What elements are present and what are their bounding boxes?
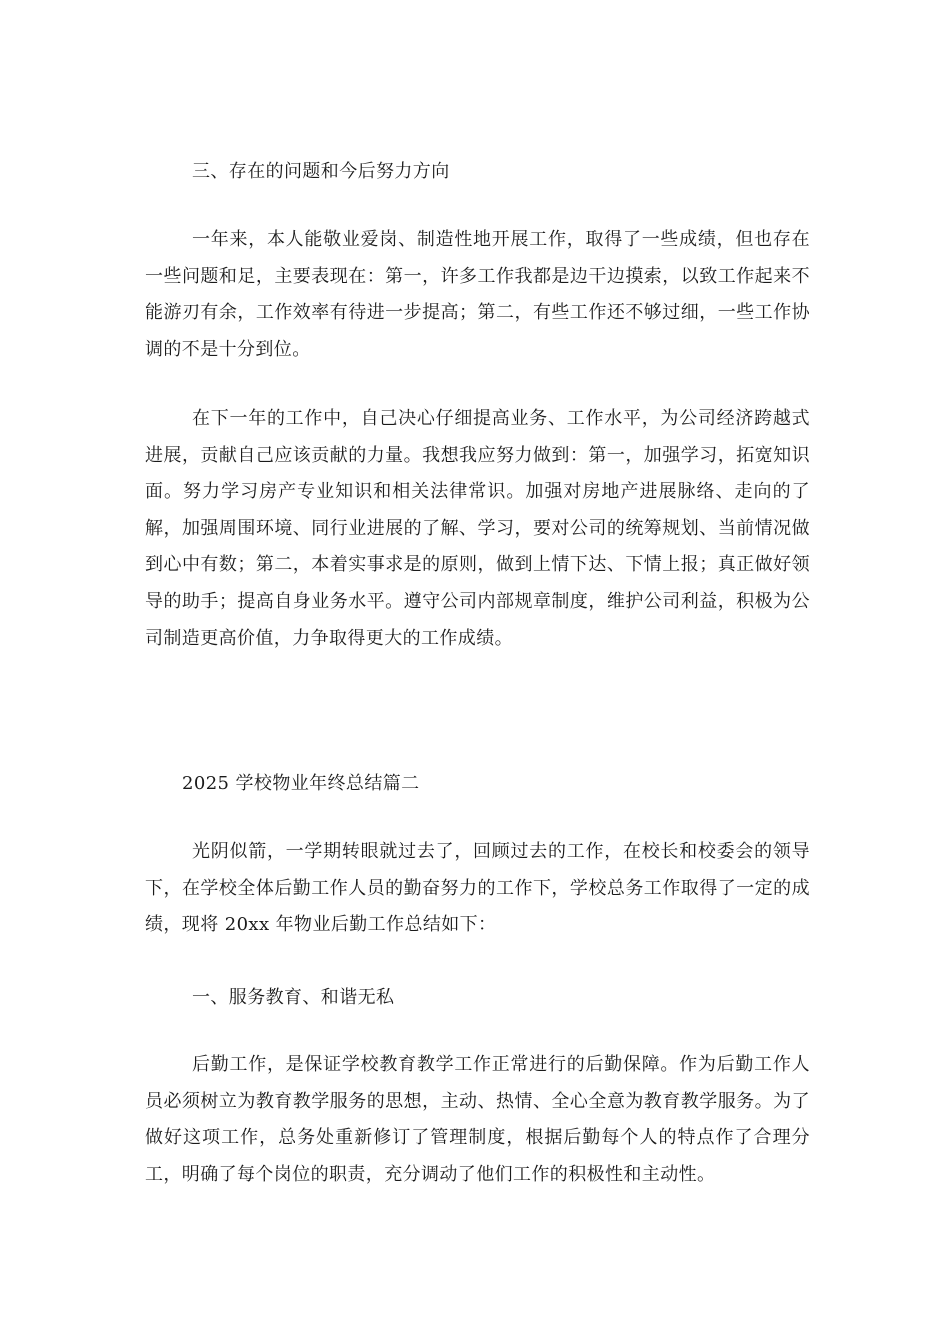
- paragraph-future-direction: 在下一年的工作中，自己决心仔细提高业务、工作水平，为公司经济跨越式进展，贡献自己应该贡献的力量。我想我应努力做到：第一，加强学习，拓宽知识面。努力学习房产专业知识和相关法律常识。加强对房地产进展脉络、走向的了解，加强周围环境、同行业进展的了解、学习，要对公司的统筹规划、当前情况做到心中有数；第二，本着实事求是的原则，做到上情下达、下情上报；真正做好领导的助手；提高自身业务水平。遵守公司内部规章制度，维护公司利益，积极为公司制造更高价值，力争取得更大的工作成绩。: [145, 408, 810, 649]
- paragraph-service: 后勤工作，是保证学校教育教学工作正常进行的后勤保障。作为后勤工作人员必须树立为教育教学服务的思想，主动、热情、全心全意为教育教学服务。为了做好这项工作，总务处重新修订了管理制度，根据后勤每个人的特点作了合理分工，明确了每个岗位的职责，充分调动了他们工作的积极性和主动性。: [145, 1054, 810, 1185]
- article-title: 2025 学校物业年终总结篇二: [182, 773, 420, 794]
- paragraph-problems: 一年来，本人能敬业爱岗、制造性地开展工作，取得了一些成绩，但也存在一些问题和足，主要表现在：第一，许多工作我都是边干边摸索，以致工作起来不能游刃有余，工作效率有待进一步提高；第二，有些工作还不够过细，一些工作协调的不是十分到位。: [145, 229, 810, 360]
- paragraph-intro: 光阴似箭，一学期转眼就过去了，回顾过去的工作，在校长和校委会的领导下，在学校全体后勤工作人员的勤奋努力的工作下，学校总务工作取得了一定的成绩，现将 20xx 年物业后勤工作总结如下：: [145, 841, 810, 936]
- section-heading-service: 一、服务教育、和谐无私: [192, 987, 395, 1008]
- section-heading-problems: 三、存在的问题和今后努力方向: [192, 161, 450, 182]
